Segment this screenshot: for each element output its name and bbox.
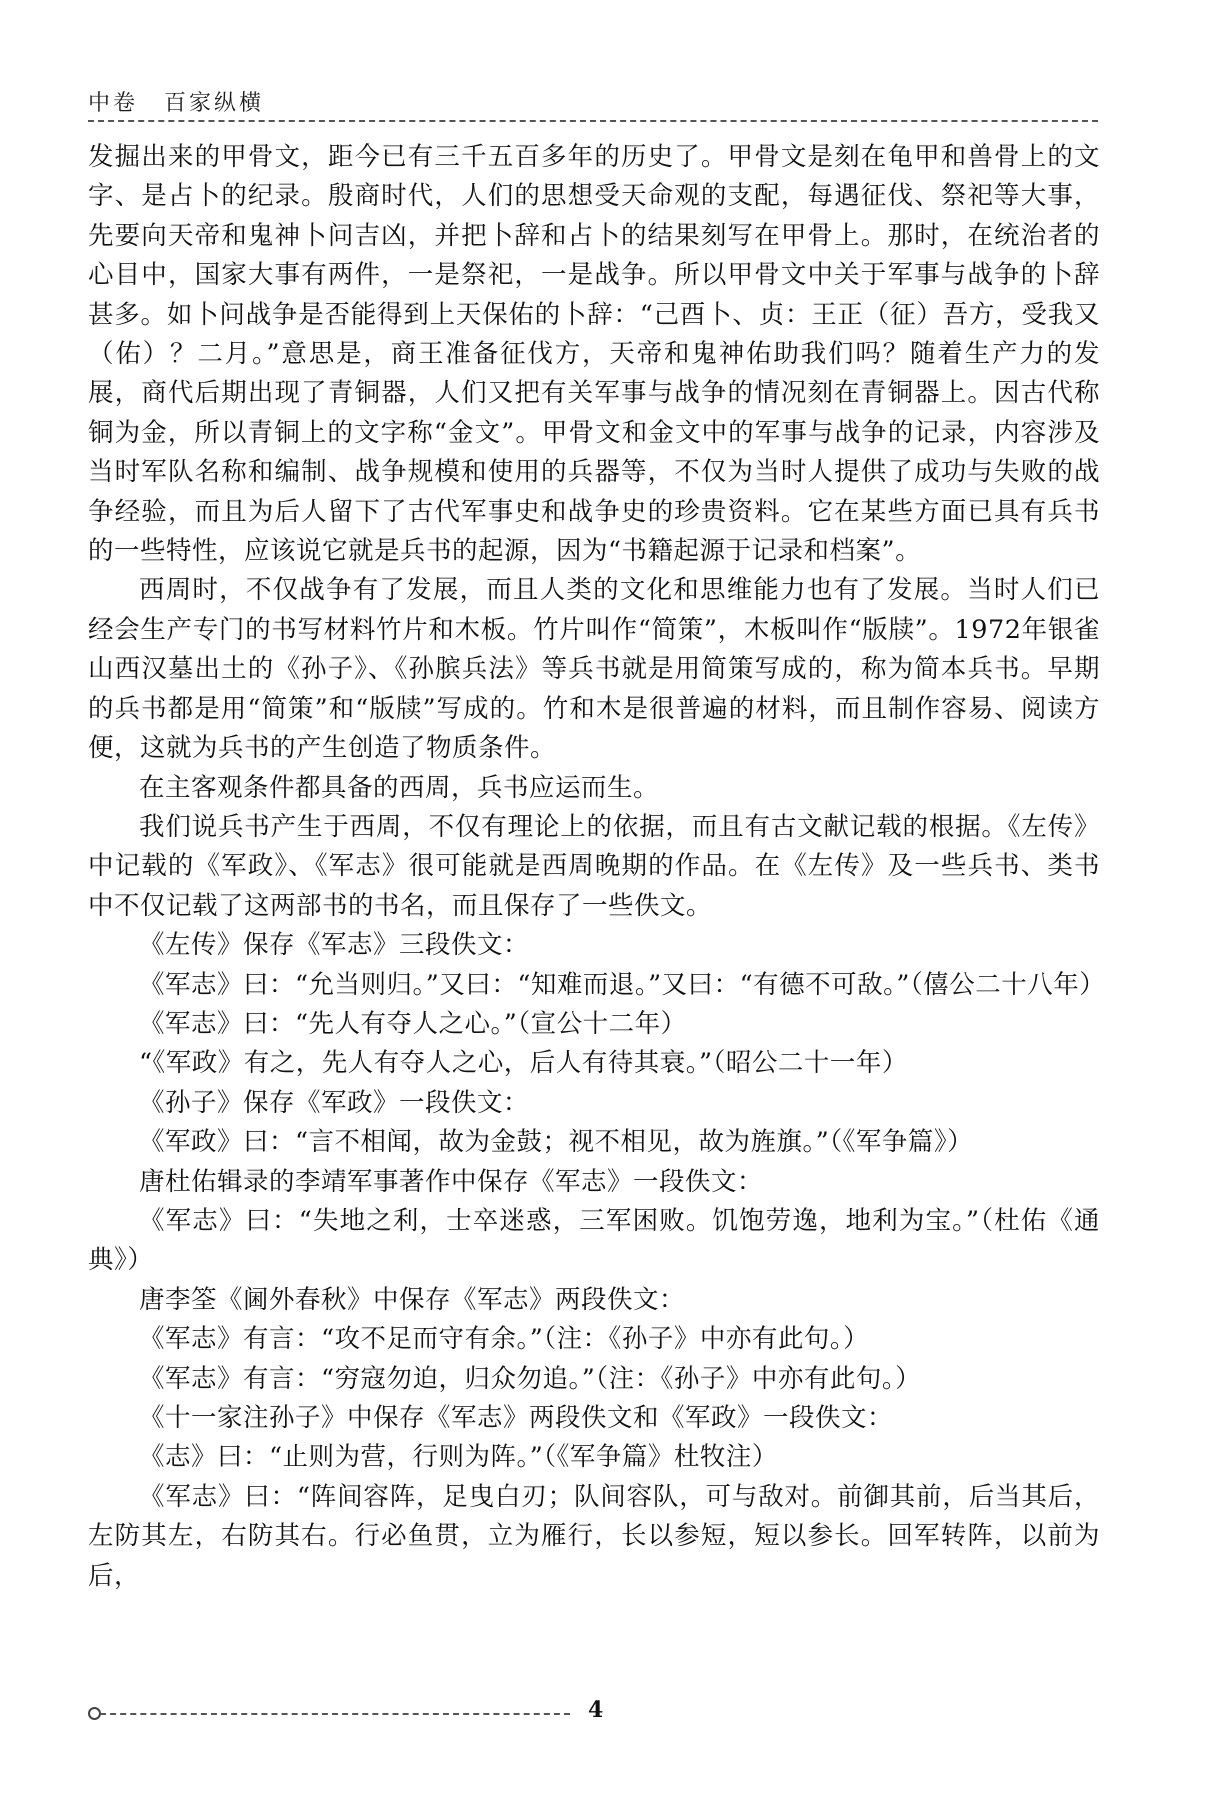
paragraph: 《志》曰：“止则为营，行则为阵。”（《军争篇》杜牧注） (139, 1442, 778, 1473)
paragraph: 我们说兵书产生于西周，不仅有理论上的依据，而且有古文献记载的根据。《左传》中记载的《军政》、《军志》很可能就是西周晚期的作品。在《左传》及一些兵书、类书中不仅记载了这两部书的书名，而且保存了一些佚文。 (88, 811, 1100, 921)
paragraph: 在主客观条件都具备的西周，兵书应运而生。 (139, 772, 660, 803)
paragraph: 西周时，不仅战争有了发展，而且人类的文化和思维能力也有了发展。当时人们已经会生产专门的书写材料竹片和木板。竹片叫作“简策”，木板叫作“版牍”。1972年银雀山西汉墓出土的《孙子》、《孙膑兵法》等兵书就是用简策写成的，称为简本兵书。早期的兵书都是用“简策”和“版牍”写成的。竹和木是很普遍的材料，而且制作容易、阅读方便，这就为兵书的产生创造了物质条件。 (88, 575, 1100, 764)
paragraph: 《军志》曰：“失地之利，士卒迷惑，三军困败。饥饱劳逸，地利为宝。”（杜佑《通典》） (88, 1205, 1100, 1276)
header-volume: 中卷 (88, 91, 139, 116)
paragraph: 发掘出来的甲骨文，距今已有三千五百多年的历史了。甲骨文是刻在龟甲和兽骨上的文字、是占卜的纪录。殷商时代，人们的思想受天命观的支配，每遇征伐、祭祀等大事，先要向天帝和鬼神卜问吉凶，并把卜辞和占卜的结果刻写在甲骨上。那时，在统治者的心目中，国家大事有两件，一是祭祀，一是战争。所以甲骨文中关于军事与战争的卜辞甚多。如卜问战争是否能得到上天保佑的卜辞：“己酉卜、贞：王正（征）吾方，受我又（佑）？二月。”意思是，商王准备征伐方，天帝和鬼神佑助我们吗？随着生产力的发展，商代后期出现了青铜器，人们又把有关军事与战争的情况刻在青铜器上。因古代称铜为金，所以青铜上的文字称“金文”。甲骨文和金文中的军事与战争的记录，内容涉及当时军队名称和编制、战争规模和使用的兵器等，不仅为当时人提供了成功与失败的战争经验，而且为后人留下了古代军事史和战争史的珍贵资料。它在某些方面已具有兵书的一些特性，应该说它就是兵书的起源，因为“书籍起源于记录和档案”。 (88, 142, 1100, 567)
paragraph: 唐李筌《阃外春秋》中保存《军志》两段佚文： (139, 1284, 686, 1315)
paragraph: 《军志》曰：“允当则归。”又曰：“知难而退。”又曰：“有德不可敌。”（僖公二十八年） (139, 969, 1106, 1000)
paragraph: 《孙子》保存《军政》一段佚文： (139, 1087, 530, 1118)
paragraph: 《军志》有言：“穷寇勿迫，归众勿追。”（注：《孙子》中亦有此句。） (139, 1363, 922, 1394)
footer-rule (100, 1713, 570, 1715)
paragraph: 《左传》保存《军志》三段佚文： (139, 930, 530, 961)
running-header (88, 86, 264, 117)
paragraph: 《军志》有言：“攻不足而守有余。”（注：《孙子》中亦有此句。） (139, 1324, 870, 1355)
paragraph: 《军志》曰：“先人有夺人之心。”（宣公十二年） (139, 1008, 687, 1039)
paragraph: 《十一家注孙子》中保存《军志》两段佚文和《军政》一段佚文： (139, 1403, 894, 1433)
paragraph: 唐杜佑辑录的李靖军事著作中保存《军志》一段佚文： (139, 1166, 764, 1197)
body-text (88, 138, 1106, 1596)
page-number: 4 (588, 1697, 604, 1723)
paragraph: 《军政》曰：“言不相闻，故为金鼓；视不相见，故为旌旗。”（《军争篇》） (139, 1127, 974, 1158)
paragraph: “《军政》有之，先人有夺人之心，后人有待其衰。”（昭公二十一年） (139, 1048, 908, 1079)
paragraph: 《军志》曰：“阵间容阵，足曳白刃；队间容队，可与敌对。前御其前，后当其后，左防其左，右防其右。行必鱼贯，立为雁行，长以参短，短以参长。回军转阵，以前为后， (88, 1481, 1100, 1591)
header-section: 百家纵横 (164, 91, 265, 116)
header-rule (88, 120, 1098, 122)
